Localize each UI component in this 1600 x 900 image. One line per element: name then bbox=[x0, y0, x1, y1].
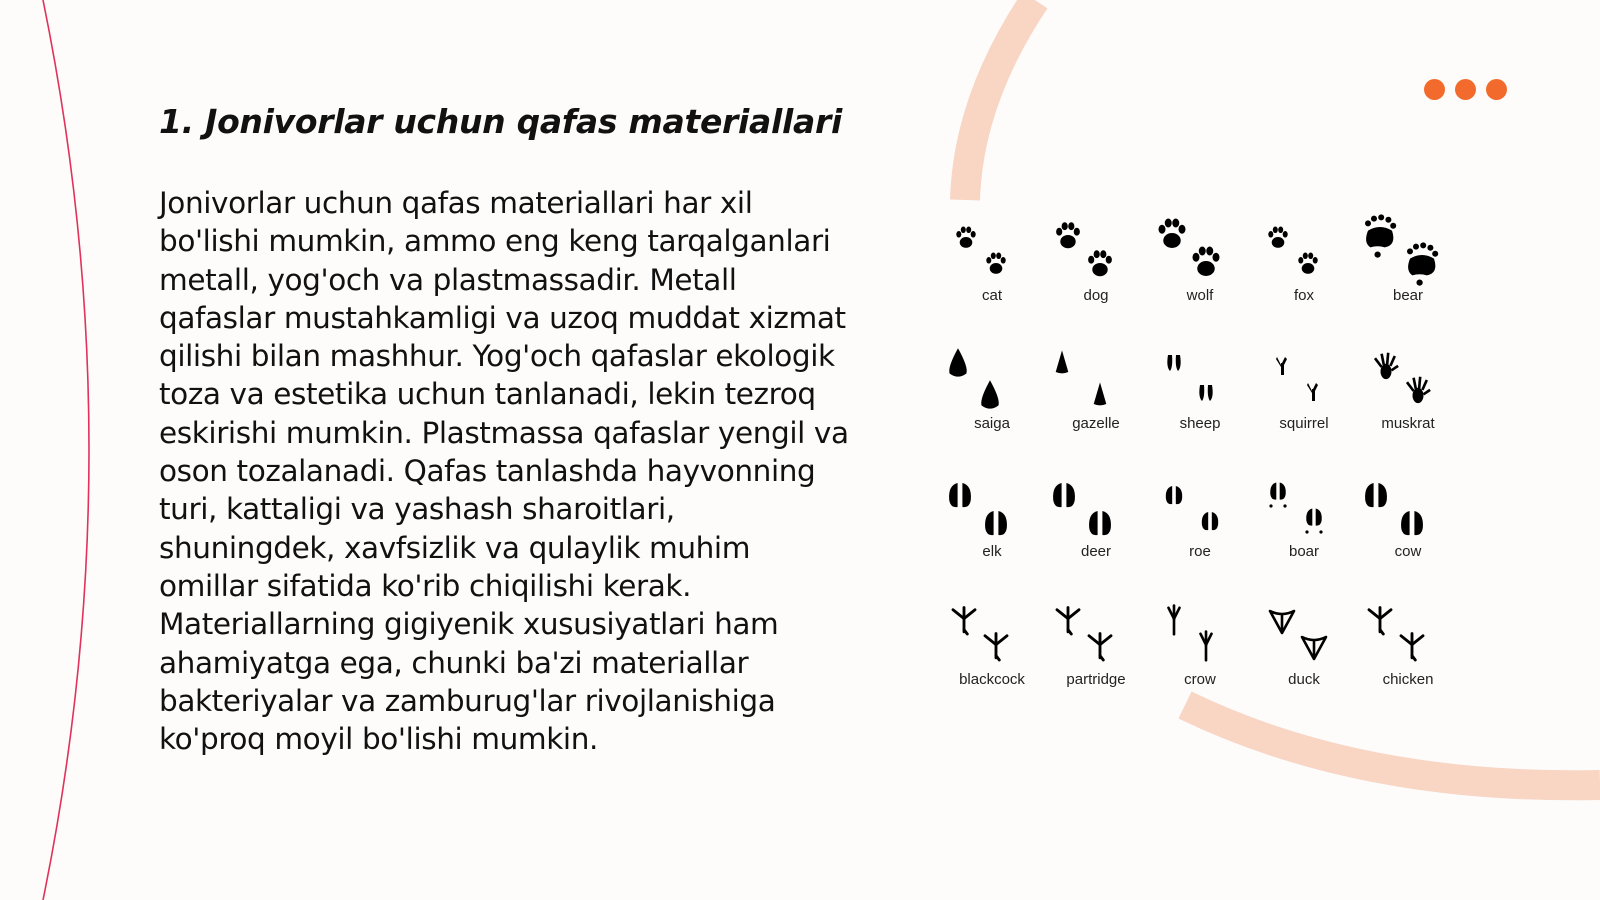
boar-hoof-icon bbox=[1252, 461, 1356, 553]
webbed-track-icon bbox=[1252, 589, 1356, 681]
bird-track-icon bbox=[1044, 589, 1148, 681]
track-squirrel bbox=[1252, 333, 1356, 461]
slide-title: 1. Jonivorlar uchun qafas materiallari bbox=[159, 102, 842, 141]
track-blackcock bbox=[940, 589, 1044, 717]
track-label: cat bbox=[981, 287, 1002, 304]
track-saiga bbox=[940, 333, 1044, 461]
paw-icon bbox=[1044, 205, 1148, 297]
track-roe bbox=[1148, 461, 1252, 589]
track-bear bbox=[1356, 205, 1460, 333]
track-label: chicken bbox=[1382, 671, 1434, 688]
double-hoof-icon bbox=[1356, 461, 1460, 553]
track-elk bbox=[940, 461, 1044, 589]
animal-tracks-grid bbox=[940, 205, 1452, 695]
track-label: deer bbox=[1080, 543, 1112, 560]
hoof-pointed-icon bbox=[1044, 333, 1148, 425]
track-dog bbox=[1044, 205, 1148, 333]
paw-large-icon bbox=[1148, 205, 1252, 297]
track-label: fox bbox=[1293, 287, 1314, 304]
track-label: duck bbox=[1288, 671, 1320, 688]
track-label: saiga bbox=[974, 415, 1010, 432]
track-chicken bbox=[1356, 589, 1460, 717]
bird-track-icon bbox=[940, 589, 1044, 681]
track-label: elk bbox=[982, 543, 1002, 560]
track-label: sheep bbox=[1179, 415, 1221, 432]
track-label: bear bbox=[1392, 287, 1424, 304]
track-label: wolf bbox=[1186, 287, 1214, 304]
decorative-dots bbox=[1424, 79, 1507, 100]
track-label: crow bbox=[1184, 671, 1216, 688]
peach-arc-bottom bbox=[1185, 705, 1600, 785]
track-duck bbox=[1252, 589, 1356, 717]
track-boar bbox=[1252, 461, 1356, 589]
track-label: squirrel bbox=[1279, 415, 1329, 432]
split-hoof-icon bbox=[1148, 333, 1252, 425]
track-cat bbox=[940, 205, 1044, 333]
track-cow bbox=[1356, 461, 1460, 589]
track-label: gazelle bbox=[1072, 415, 1120, 432]
track-label: boar bbox=[1288, 543, 1320, 560]
crow-track-icon bbox=[1148, 589, 1252, 681]
hand-icon bbox=[1356, 333, 1460, 425]
bird-track-icon bbox=[1356, 589, 1460, 681]
track-label: cow bbox=[1394, 543, 1422, 560]
track-label: muskrat bbox=[1381, 415, 1435, 432]
orange-dot bbox=[1424, 79, 1445, 100]
orange-dot bbox=[1486, 79, 1507, 100]
track-fox bbox=[1252, 205, 1356, 333]
bear-paw-icon bbox=[1356, 205, 1460, 297]
left-red-line bbox=[43, 0, 89, 900]
track-label: roe bbox=[1189, 543, 1211, 560]
double-hoof-icon bbox=[1044, 461, 1148, 553]
double-hoof-icon bbox=[940, 461, 1044, 553]
orange-dot bbox=[1455, 79, 1476, 100]
paw-small-icon bbox=[940, 205, 1044, 297]
track-deer bbox=[1044, 461, 1148, 589]
track-gazelle bbox=[1044, 333, 1148, 461]
track-muskrat bbox=[1356, 333, 1460, 461]
small-claw-icon bbox=[1252, 333, 1356, 425]
track-label: dog bbox=[1083, 287, 1109, 304]
track-partridge bbox=[1044, 589, 1148, 717]
track-sheep bbox=[1148, 333, 1252, 461]
track-label: partridge bbox=[1066, 671, 1126, 688]
slide-body-text: Jonivorlar uchun qafas materiallari har xil bo'lishi mumkin, ammo eng keng tarqalganlari metall, yog'och va plastmassadir. Metall qafaslar mustahkamligi va uzoq muddat xizmat qilishi bilan mashhur. Yog'och qafaslar ekologik toza va estetika uchun tanlanadi, lekin tezroq eskirishi mumkin. Plastmassa qafaslar yengil va oson tozalanadi. Qafas tanlashda hayvonning turi, kattaligi va yashash sharoitlari, shuningdek, xavfsizlik va qulaylik muhim omillar sifatida ko'rib chiqilishi kerak. Materiallarning gigiyenik xususiyatlari ham ahamiyatga ega, chunki ba'zi materiallar bakteriyalar va zamburug'lar rivojlanishiga ko'proq moyil bo'lishi mumkin. bbox=[159, 186, 849, 757]
track-label: blackcock bbox=[959, 671, 1025, 688]
small-hoof-icon bbox=[1148, 461, 1252, 553]
peach-arc-top bbox=[965, 0, 1035, 200]
paw-small-icon bbox=[1252, 205, 1356, 297]
track-crow bbox=[1148, 589, 1252, 717]
hoof-drop-icon bbox=[940, 333, 1044, 425]
track-wolf bbox=[1148, 205, 1252, 333]
